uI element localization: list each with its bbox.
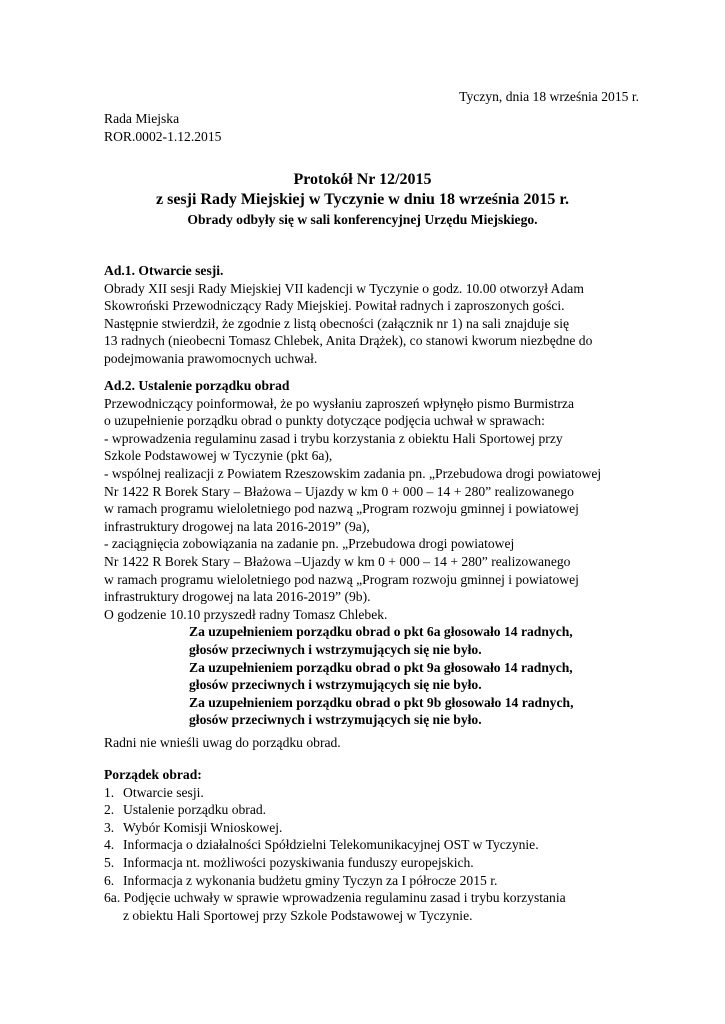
text-line: 13 radnych (nieobecni Tomasz Chlebek, Anita Drążek), co stanowi kworum niezbędne do [104, 333, 593, 349]
text-line: Przewodniczący poinformował, że po wysłaniu zaproszeń wpłynęło pismo Burmistrza [104, 395, 574, 411]
section-heading: Ad.2. Ustalenie porządku obrad [104, 378, 290, 393]
ad1-paragraph [104, 280, 640, 368]
text-line: infrastruktury drogowej na lata 2016-2019” (9a), [104, 518, 370, 534]
closing-remark: Radni nie wnieśli uwag do porządku obrad. [104, 735, 341, 750]
agenda-item [104, 854, 664, 872]
text-line: Szkole Podstawowej w Tyczynie (pkt 6a), [104, 448, 333, 464]
agenda-item [104, 819, 664, 837]
agenda-item-number: 3. [104, 819, 115, 835]
reference-number: ROR.0002-1.12.2015 [104, 129, 222, 144]
section-ad1 [104, 262, 640, 368]
text-line: w ramach programu wieloletniego pod nazwą „Program rozwoju gminnej i powiatowej [104, 571, 579, 587]
agenda-item-text: Informacja o działalności Spółdzielni Telekomunikacyjnej OST w Tyczynie. [123, 837, 539, 853]
agenda-heading: Porządek obrad: [104, 767, 202, 782]
text-line: - zaciągnięcia zobowiązania na zadanie pn. „Przebudowa drogi powiatowej [104, 536, 515, 552]
title-session: z sesji Rady Miejskiej w Tyczynie w dniu 18 września 2015 r. [155, 191, 569, 208]
date-line: Tyczyn, dnia 18 września 2015 r. [459, 89, 639, 104]
section-ad2 [104, 377, 640, 729]
agenda [104, 766, 664, 924]
text-line: w ramach programu wieloletniego pod nazwą „Program rozwoju gminnej i powiatowej [104, 501, 579, 517]
agenda-item [104, 836, 664, 854]
text-line: Nr 1422 R Borek Stary – Błażowa –Ujazdy w km 0 + 000 – 14 + 280” realizowanego [104, 553, 571, 569]
agenda-item-number: 5. [104, 854, 115, 870]
vote-line: głosów przeciwnych i wstrzymujących się nie było. [189, 712, 482, 728]
agenda-item [104, 784, 664, 802]
text-line: podejmowania prawomocnych uchwał. [104, 350, 318, 366]
text-line: o uzupełnienie porządku obrad o punkty dotyczące podjęcia uchwał w sprawach: [104, 413, 545, 429]
text-line: Skowroński Przewodniczący Rady Miejskiej. Powitał radnych i zaproszonych gości. [104, 298, 565, 314]
agenda-item-6a-continuation: z obiektu Hali Sportowej przy Szkole Podstawowej w Tyczynie. [123, 907, 473, 923]
agenda-item-number: 1. [104, 784, 115, 800]
title-protocol: Protokół Nr 12/2015 [293, 171, 432, 188]
agenda-item [104, 872, 664, 890]
ad2-paragraph [104, 395, 640, 624]
vote-line: głosów przeciwnych i wstrzymujących się nie było. [189, 677, 482, 693]
agenda-item-6a: 6a. Podjęcie uchwały w sprawie wprowadzenia regulaminu zasad i trybu korzystania [104, 890, 566, 906]
agenda-item-text: Ustalenie porządku obrad. [123, 802, 267, 818]
text-line: - wprowadzenia regulaminu zasad i trybu korzystania z obiektu Hali Sportowej przy [104, 430, 563, 446]
vote-line: Za uzupełnieniem porządku obrad o pkt 9b głosowało 14 radnych, [189, 694, 574, 710]
agenda-item-number: 6. [104, 872, 115, 888]
vote-results [104, 623, 640, 729]
vote-line: Za uzupełnieniem porządku obrad o pkt 9a głosowało 14 radnych, [189, 659, 573, 675]
agenda-item [104, 801, 664, 819]
text-line: O godzenie 10.10 przyszedł radny Tomasz Chlebek. [104, 606, 388, 622]
agenda-item-text: Otwarcie sesji. [123, 784, 204, 800]
text-line: Następnie stwierdził, że zgodnie z listą obecności (załącznik nr 1) na sali znajduje się [104, 315, 570, 331]
agenda-item-text: Wybór Komisji Wnioskowej. [123, 819, 283, 835]
vote-line: Za uzupełnieniem porządku obrad o pkt 6a głosowało 14 radnych, [189, 624, 573, 640]
title-location: Obrady odbyły się w sali konferencyjnej Urzędu Miejskiego. [187, 212, 538, 227]
text-line: Nr 1422 R Borek Stary – Błażowa – Ujazdy w km 0 + 000 – 14 + 280” realizowanego [104, 483, 574, 499]
agenda-item-text: Informacja nt. możliwości pozyskiwania funduszy europejskich. [123, 854, 474, 870]
agenda-item-text: Informacja z wykonania budżetu gminy Tyczyn za I półrocze 2015 r. [123, 872, 498, 888]
section-heading: Ad.1. Otwarcie sesji. [104, 263, 224, 278]
agenda-item-number: 4. [104, 837, 115, 853]
text-line: infrastruktury drogowej na lata 2016-2019” (9b). [104, 589, 371, 605]
agenda-item-number: 2. [104, 802, 115, 818]
sender: Rada Miejska [104, 111, 180, 126]
vote-line: głosów przeciwnych i wstrzymujących się nie było. [189, 641, 482, 657]
text-line: - wspólnej realizacji z Powiatem Rzeszowskim zadania pn. „Przebudowa drogi powiatowej [104, 465, 602, 481]
text-line: Obrady XII sesji Rady Miejskiej VII kadencji w Tyczynie o godz. 10.00 otworzył Adam [104, 280, 584, 296]
